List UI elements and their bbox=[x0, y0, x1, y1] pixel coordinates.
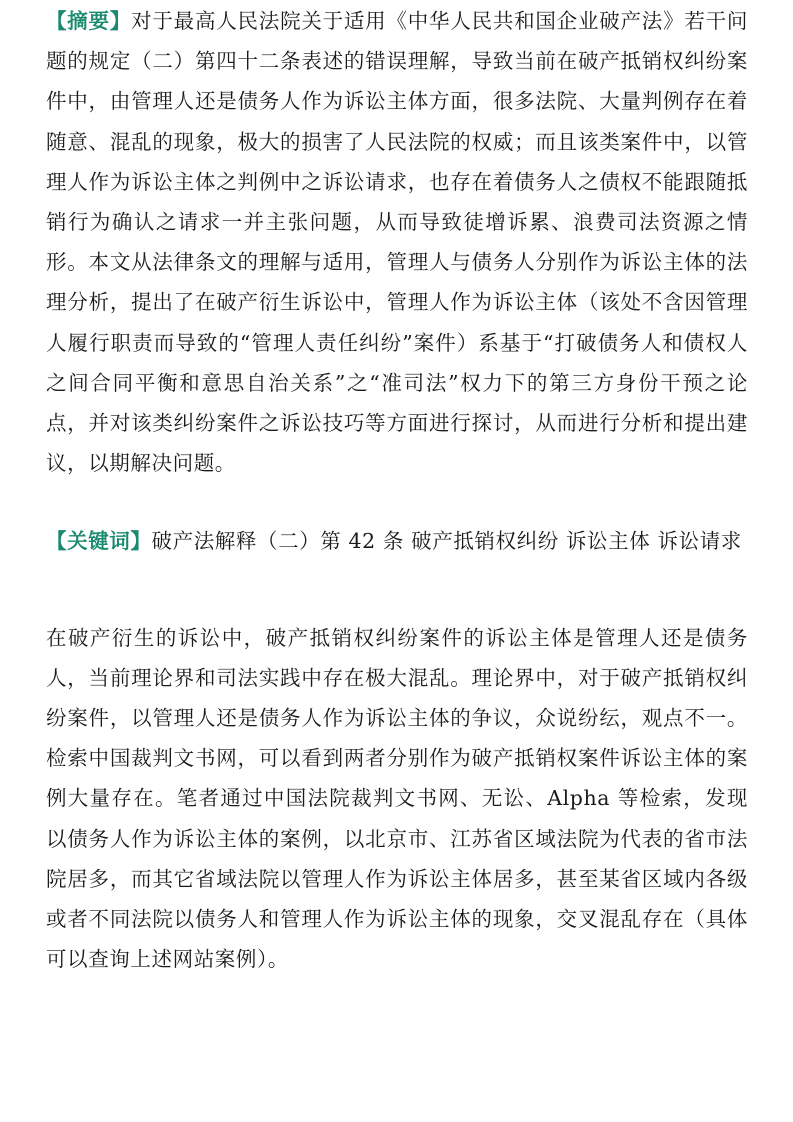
body-paragraph: 在破产衍生的诉讼中，破产抵销权纠纷案件的诉讼主体是管理人还是债务人，当前理论界和司法实践中存在极大混乱。理论界中，对于破产抵销权纠纷案件，以管理人还是债务人作为诉讼主体的争议，众说纷纭，观点不一。检索中国裁判文书网，可以看到两者分别作为破产抵销权案件诉讼主体的案例大量存在。笔者通过中国法院裁判文书网、无讼、Alpha 等检索，发现以债务人作为诉讼主体的案例，以北京市、江苏省区域法院为代表的省市法院居多，而其它省域法院以管理人作为诉讼主体居多，甚至某省区域内各级或者不同法院以债务人和管理人作为诉讼主体的现象，交叉混乱存在（具体可以查询上述网站案例）。 bbox=[46, 625, 748, 972]
document-page bbox=[46, 0, 748, 979]
abstract-text: 对于最高人民法院关于适用《中华人民共和国企业破产法》若干问题的规定（二）第四十二条表述的错误理解，导致当前在破产抵销权纠纷案件中，由管理人还是债务人作为诉讼主体方面，很多法院、大量判例存在着随意、混乱的现象，极大的损害了人民法院的权威；而且该类案件中，以管理人作为诉讼主体之判例中之诉讼请求，也存在着债务人之债权不能跟随抵销行为确认之请求一并主张问题，从而导致徒增诉累、浪费司法资源之情形。本文从法律条文的理解与适用，管理人与债务人分别作为诉讼主体的法理分析，提出了在破产衍生诉讼中，管理人作为诉讼主体（该处不含因管理人履行职责而导致的“管理人责任纠纷”案件）系基于“打破债务人和债权人之间合同平衡和意思自治关系”之“准司法”权力下的第三方身份干预之论点，并对该类纠纷案件之诉讼技巧等方面进行探讨，从而进行分析和提出建议，以期解决问题。 bbox=[46, 9, 748, 476]
abstract-paragraph bbox=[46, 0, 748, 483]
keywords-label: 【关键词】 bbox=[46, 529, 152, 554]
abstract-label: 【摘要】 bbox=[46, 9, 132, 33]
keywords-paragraph bbox=[46, 521, 748, 561]
keywords-text: 破产法解释（二）第 42 条 破产抵销权纠纷 诉讼主体 诉讼请求 bbox=[151, 529, 742, 554]
